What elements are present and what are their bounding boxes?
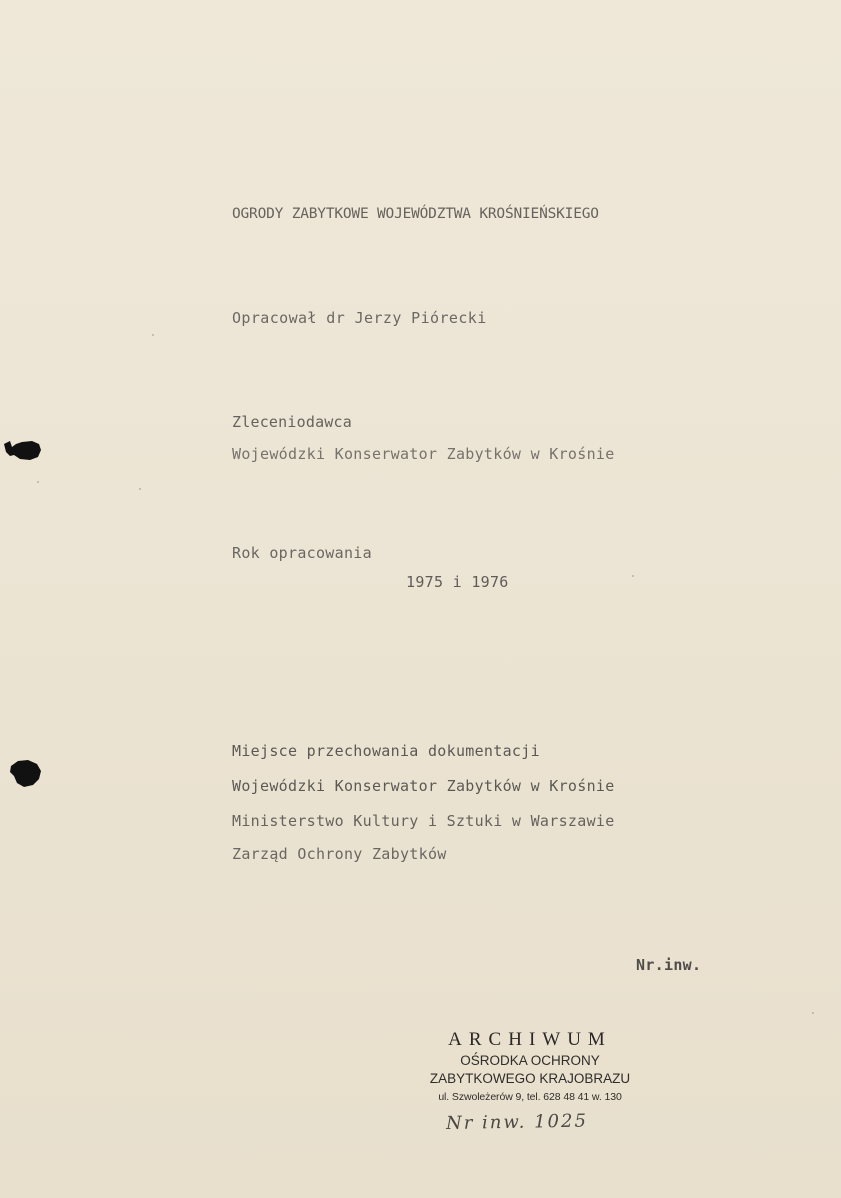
stamp-line-krajobraz: ZABYTKOWEGO KRAJOBRAZU	[429, 1070, 631, 1086]
author-line: Opracował dr Jerzy Piórecki	[232, 309, 487, 327]
paper-speck	[37, 481, 39, 483]
punch-hole-icon	[2, 438, 42, 462]
year-label: Rok opracowania	[232, 544, 372, 562]
paper-speck	[632, 575, 634, 577]
stamp-archiwum: ARCHIWUM	[448, 1029, 612, 1050]
paper-speck	[139, 488, 141, 490]
year-value: 1975 i 1976	[406, 573, 509, 591]
punch-hole-icon	[8, 758, 42, 788]
stamp-line-address: ul. Szwoleżerów 9, tel. 628 48 41 w. 130	[438, 1091, 622, 1103]
handwritten-inventory-number: Nr inw. 1025	[445, 1110, 589, 1134]
storage-item: Wojewódzki Konserwator Zabytków w Krośnie	[232, 777, 615, 795]
commissioner-value: Wojewódzki Konserwator Zabytków w Krośnie	[232, 445, 615, 463]
archive-stamp	[400, 1030, 660, 1103]
paper-speck	[152, 334, 154, 336]
storage-item: Ministerstwo Kultury i Sztuki w Warszawie	[232, 812, 615, 830]
storage-label: Miejsce przechowania dokumentacji	[232, 742, 540, 760]
paper-speck	[812, 1012, 814, 1014]
document-title: OGRODY ZABYTKOWE WOJEWÓDZTWA KROŚNIEŃSKIEGO	[232, 206, 599, 222]
commissioner-label: Zleceniodawca	[232, 413, 352, 431]
stamp-line-osrodek: OŚRODKA OCHRONY	[460, 1053, 600, 1068]
inventory-label: Nr.inw.	[636, 956, 702, 974]
storage-item: Zarząd Ochrony Zabytków	[232, 845, 447, 863]
